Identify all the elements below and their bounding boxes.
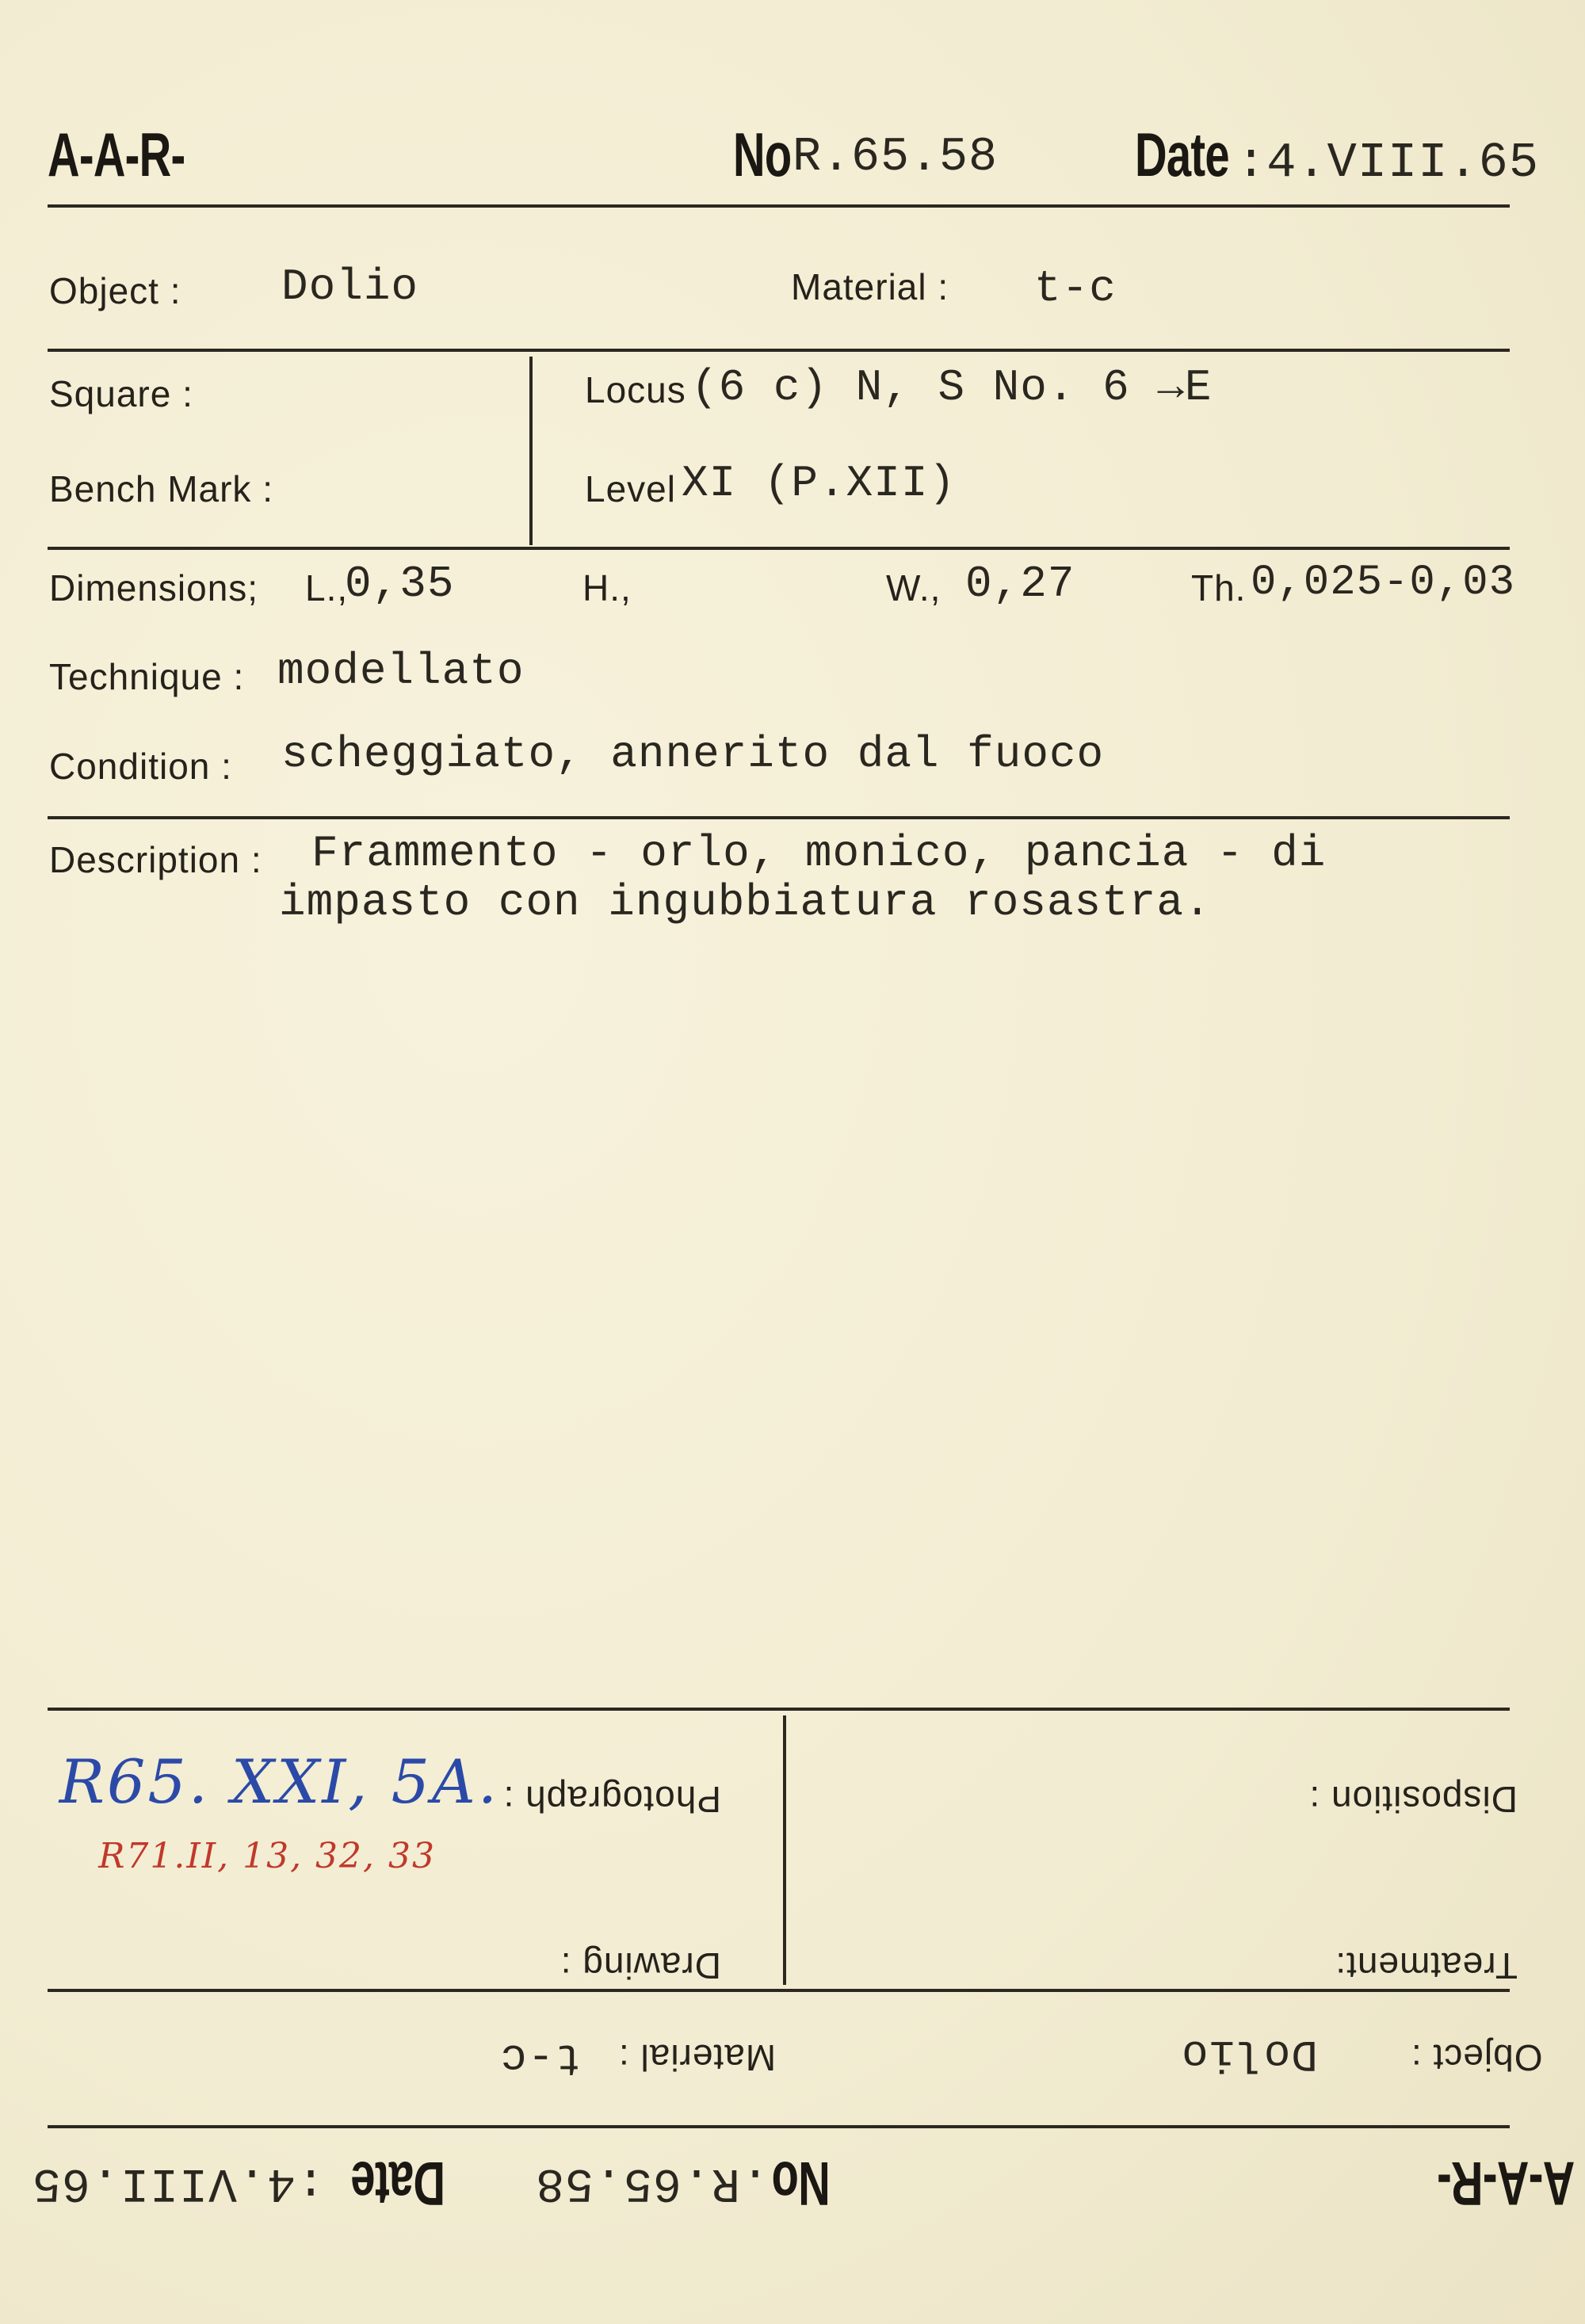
org-code: A-A-R-: [48, 120, 185, 189]
locus-label: Locus: [585, 369, 686, 410]
object-label: Object :: [49, 270, 181, 311]
bottom-material-value: t-c: [499, 2032, 582, 2083]
bottom-org-code: A-A-R-: [1437, 2149, 1575, 2219]
technique-label: Technique :: [49, 656, 245, 697]
photograph-label: Photograph :: [502, 1779, 721, 1820]
locus-value: (6 c) N, S No. 6 →E: [691, 362, 1213, 413]
thickness-value: 0,025-0,03: [1251, 559, 1516, 607]
height-label: H.,: [582, 567, 632, 609]
thickness-label: Th.: [1191, 567, 1247, 609]
treatment-label: Treatment:: [1335, 1945, 1518, 1986]
condition-label: Condition :: [49, 746, 232, 787]
drawing-label: Drawing :: [560, 1945, 721, 1986]
bottom-date-label: Date: [351, 2149, 445, 2219]
length-value: 0,35: [345, 559, 455, 609]
level-value: XI (P.XII): [682, 458, 957, 509]
bottom-object-label: Object :: [1411, 2037, 1543, 2078]
description-label: Description :: [49, 839, 262, 880]
disposition-label: Disposition :: [1308, 1779, 1518, 1820]
photo-ref-red: R71.II, 13, 32, 33: [98, 1836, 436, 1876]
length-label: L.,: [305, 567, 349, 609]
description-line-1: Frammento - orlo, monico, pancia - di: [311, 828, 1327, 879]
photo-ref-blue: R65. XXI, 5A.: [59, 1746, 499, 1817]
number-label: No: [733, 120, 792, 189]
condition-value: scheggiato, annerito dal fuoco: [281, 729, 1105, 780]
dimensions-label: Dimensions;: [49, 567, 259, 609]
bottom-number-label: No: [772, 2149, 831, 2219]
square-label: Square :: [49, 373, 193, 414]
width-value: 0,27: [965, 559, 1075, 609]
level-label: Level: [585, 468, 676, 509]
material-value: t-c: [1034, 263, 1117, 314]
bottom-number-value: .R.65.58: [535, 2155, 770, 2209]
object-value: Dolio: [281, 261, 419, 312]
rule-object: [48, 349, 1510, 352]
bench-mark-label: Bench Mark :: [49, 468, 273, 509]
technique-value: modellato: [277, 646, 525, 696]
number-value: R.65.58: [792, 131, 999, 185]
date-value: :4.VIII.65: [1236, 135, 1540, 191]
divider-square-locus: [529, 357, 533, 545]
description-line-2: impasto con ingubbiatura rosastra.: [279, 877, 1212, 928]
inverted-stub: [0, 1696, 1585, 2324]
rule-locus: [48, 547, 1510, 550]
rule-header: [48, 204, 1510, 208]
bottom-date-value: :4.VIII.65: [32, 2155, 326, 2209]
bottom-object-value: Dolio: [1181, 2028, 1319, 2079]
bottom-material-label: Material :: [618, 2037, 777, 2078]
width-label: W.,: [886, 567, 941, 609]
rule-condition: [48, 816, 1510, 819]
date-label: Date: [1135, 120, 1229, 189]
material-label: Material :: [791, 266, 949, 307]
